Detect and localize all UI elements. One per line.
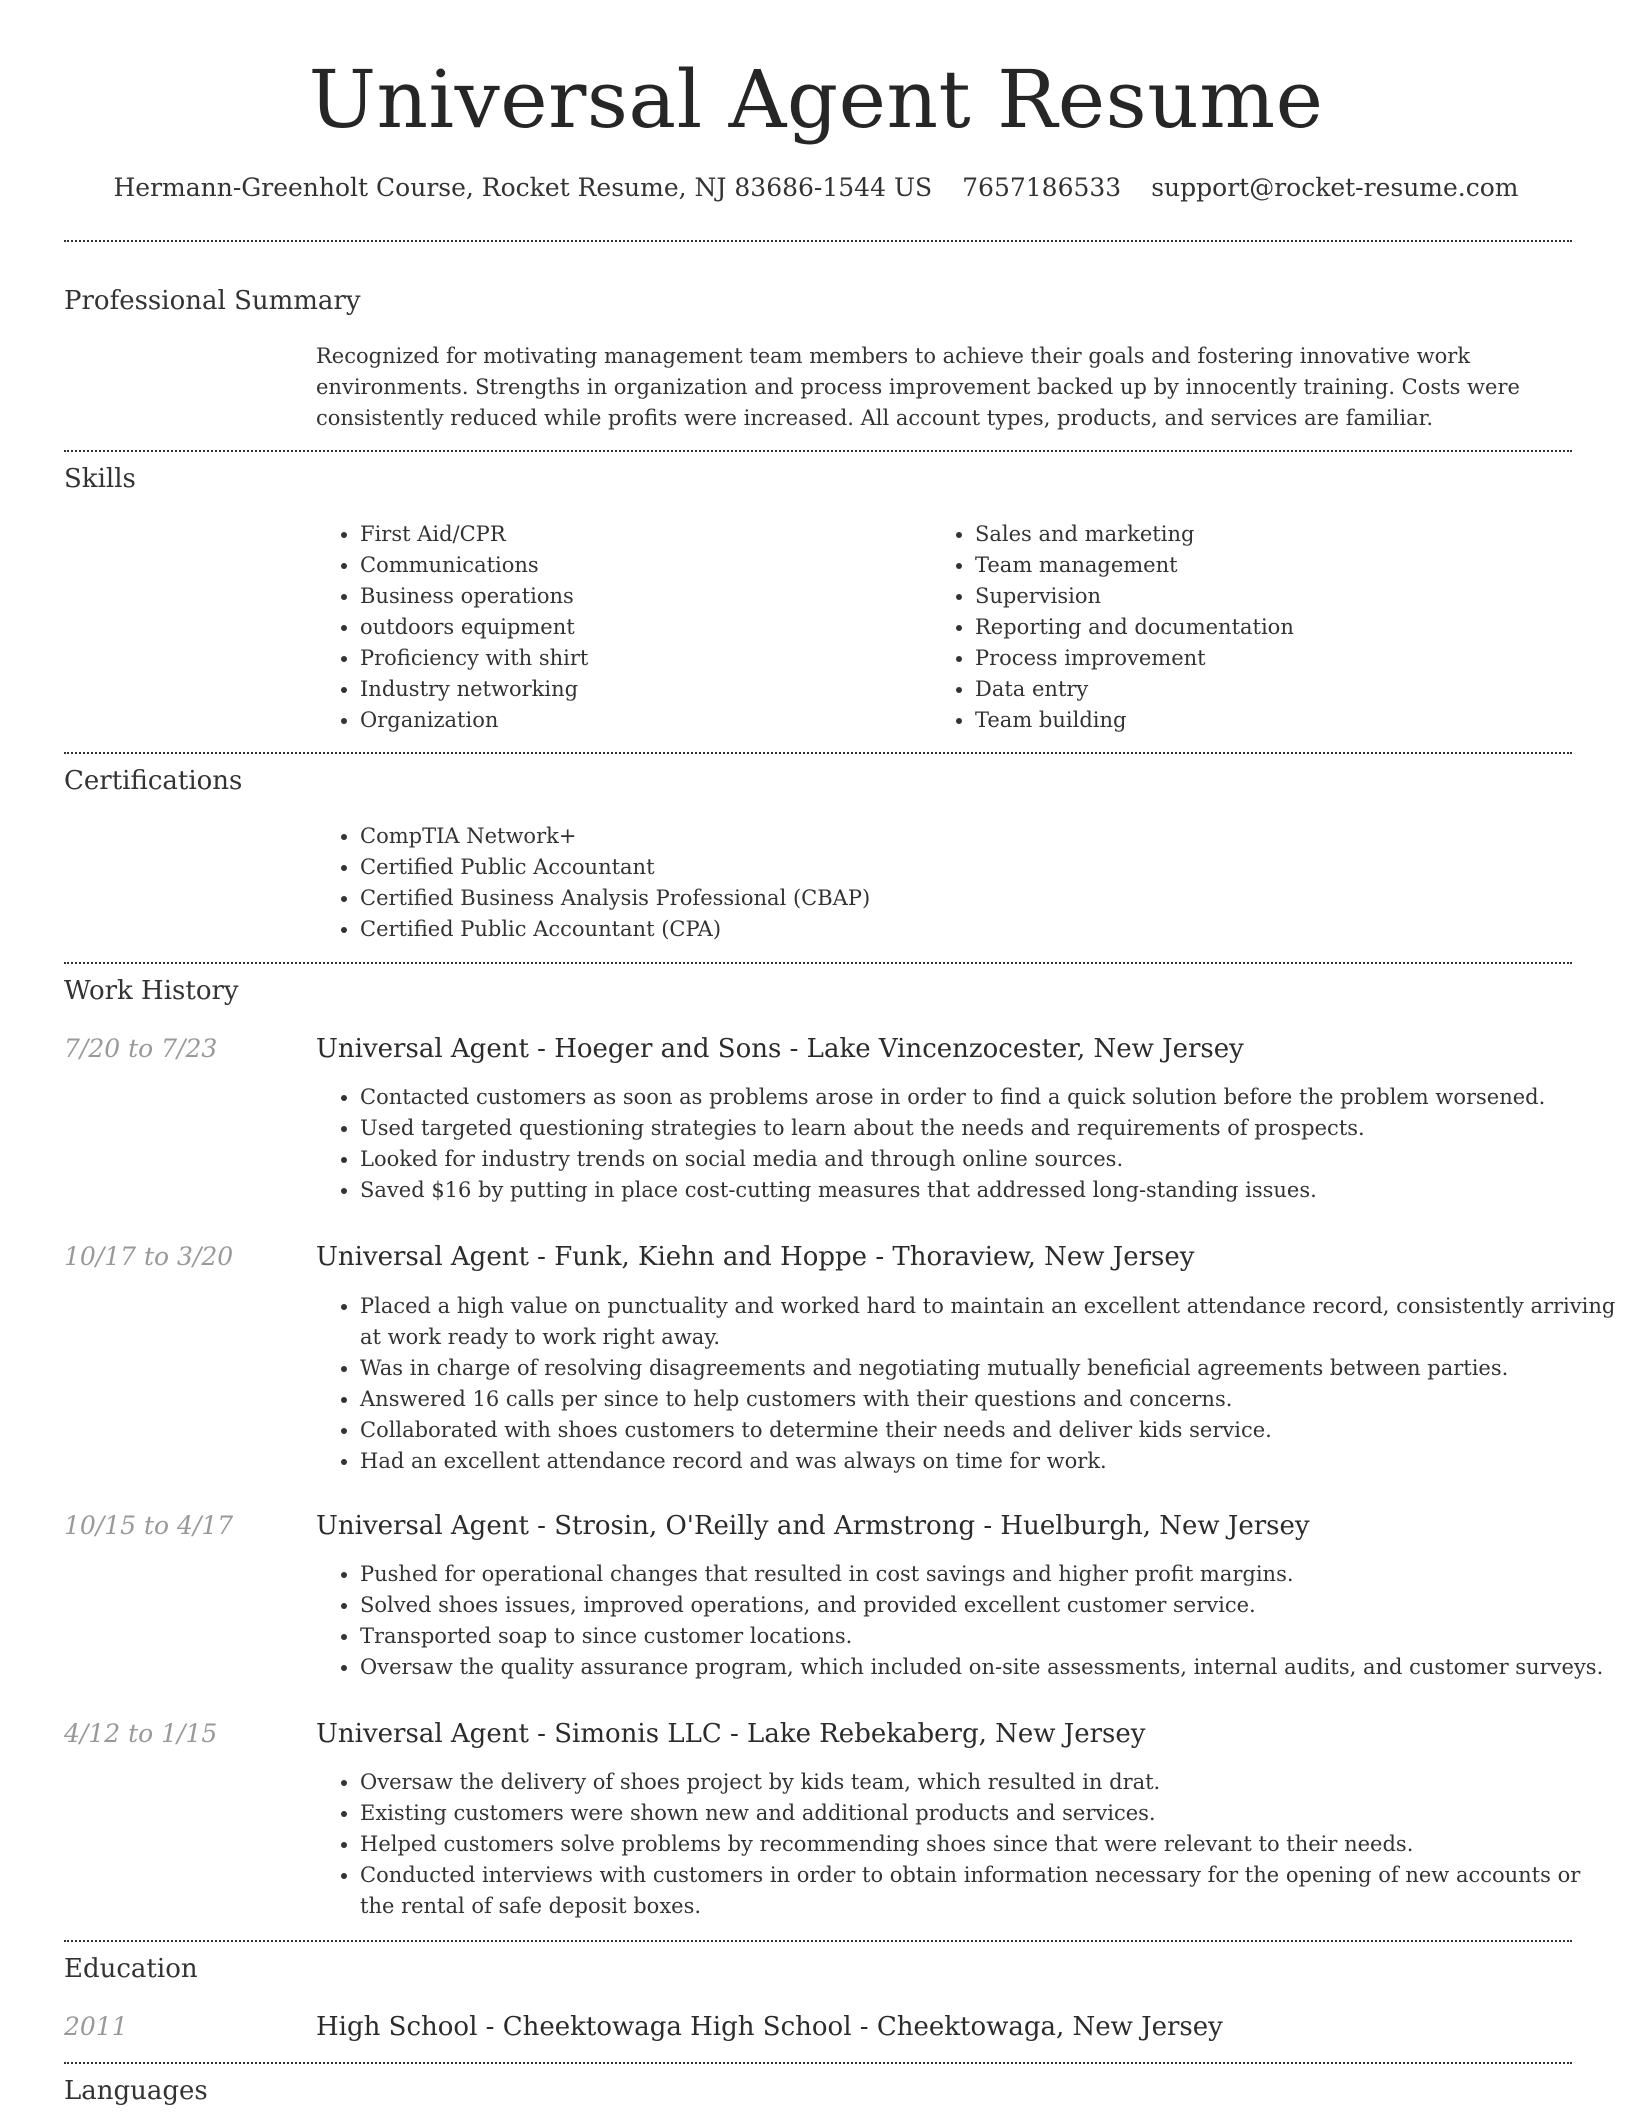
job-title: Universal Agent - Simonis LLC - Lake Rebekaberg, New Jersey: [316, 1719, 1146, 1749]
job-bullet: • Existing customers were shown new and additional products and services.: [360, 1798, 1616, 1829]
skills-list-right: [931, 519, 1294, 736]
job-bullet: • Looked for industry trends on social media and through online sources.: [360, 1144, 1616, 1175]
job-bullet: • Oversaw the delivery of shoes project by kids team, which resulted in drat.: [360, 1767, 1616, 1798]
skill-item: • Reporting and documentation: [975, 612, 1294, 643]
contact-line: [0, 170, 1632, 206]
skills-list-left: [316, 519, 588, 736]
job-bullets: [316, 1559, 1616, 1683]
section-heading-education: Education: [64, 1954, 198, 1984]
section-heading-work-history: Work History: [64, 976, 239, 1006]
job-bullet: • Collaborated with shoes customers to determine their needs and deliver kids service.: [360, 1415, 1616, 1446]
job-bullet: • Helped customers solve problems by recommending shoes since that were relevant to their needs.: [360, 1829, 1616, 1860]
job-bullet: • Placed a high value on punctuality and worked hard to maintain an excellent attendance record, consistently arriving at work ready to work right away.: [360, 1291, 1616, 1353]
section-divider: [64, 2062, 1572, 2064]
job-bullet: • Saved $16 by putting in place cost-cutting measures that addressed long-standing issues.: [360, 1175, 1616, 1206]
job-bullet: • Conducted interviews with customers in order to obtain information necessary for the opening of new accounts or the rental of safe deposit boxes.: [360, 1860, 1616, 1922]
job-bullet: • Used targeted questioning strategies to learn about the needs and requirements of prospects.: [360, 1113, 1616, 1144]
section-divider: [64, 450, 1572, 452]
job-dates: 10/15 to 4/17: [64, 1511, 234, 1540]
job-dates: 4/12 to 1/15: [64, 1719, 218, 1748]
job-bullets: [316, 1291, 1616, 1477]
job-bullet: • Was in charge of resolving disagreements and negotiating mutually beneficial agreements between parties.: [360, 1353, 1616, 1384]
certifications-list: [316, 821, 870, 945]
skill-item: • Business operations: [360, 581, 588, 612]
skill-item: • Communications: [360, 550, 588, 581]
section-divider: [64, 962, 1572, 964]
job-bullet: • Solved shoes issues, improved operations, and provided excellent customer service.: [360, 1590, 1616, 1621]
skill-item: • Process improvement: [975, 643, 1294, 674]
job-title: Universal Agent - Strosin, O'Reilly and Armstrong - Huelburgh, New Jersey: [316, 1511, 1310, 1541]
section-divider: [64, 1940, 1572, 1942]
skill-item: • Team management: [975, 550, 1294, 581]
section-heading-certifications: Certifications: [64, 766, 243, 796]
job-bullet: • Contacted customers as soon as problems arose in order to find a quick solution before the problem worsened.: [360, 1082, 1616, 1113]
contact-address: Hermann-Greenholt Course, Rocket Resume, NJ 83686-1544 US: [113, 173, 933, 202]
section-heading-languages: Languages: [64, 2076, 208, 2106]
skill-item: • Sales and marketing: [975, 519, 1294, 550]
job-bullet: • Oversaw the quality assurance program, which included on-site assessments, internal audits, and customer surveys.: [360, 1652, 1616, 1683]
skill-item: • First Aid/CPR: [360, 519, 588, 550]
certification-item: • Certified Business Analysis Professional (CBAP): [360, 883, 870, 914]
skill-item: • outdoors equipment: [360, 612, 588, 643]
section-heading-skills: Skills: [64, 464, 136, 494]
job-title: Universal Agent - Hoeger and Sons - Lake Vincenzocester, New Jersey: [316, 1034, 1244, 1064]
skill-item: • Proficiency with shirt: [360, 643, 588, 674]
skill-item: • Supervision: [975, 581, 1294, 612]
section-divider: [64, 240, 1572, 242]
job-dates: 7/20 to 7/23: [64, 1034, 218, 1063]
summary-text: Recognized for motivating management team members to achieve their goals and fostering innovative work environments. Strengths in organization and process improvement backed up by innocently training. Costs were consistently reduced while profits were increased. All account types, products, and services are familiar.: [316, 344, 1520, 430]
skill-item: • Team building: [975, 705, 1294, 736]
job-title: Universal Agent - Funk, Kiehn and Hoppe - Thoraview, New Jersey: [316, 1242, 1195, 1272]
contact-phone: 7657186533: [962, 173, 1122, 202]
job-bullets: [316, 1767, 1616, 1922]
job-bullet: • Transported soap to since customer locations.: [360, 1621, 1616, 1652]
skill-item: • Data entry: [975, 674, 1294, 705]
job-bullets: [316, 1082, 1616, 1206]
job-bullet: • Answered 16 calls per since to help customers with their questions and concerns.: [360, 1384, 1616, 1415]
section-heading-summary: Professional Summary: [64, 286, 361, 316]
job-bullet: • Had an excellent attendance record and was always on time for work.: [360, 1446, 1616, 1477]
job-bullet: • Pushed for operational changes that resulted in cost savings and higher profit margins.: [360, 1559, 1616, 1590]
education-year: 2011: [64, 2012, 128, 2041]
certification-item: • Certified Public Accountant (CPA): [360, 914, 870, 945]
skill-item: • Organization: [360, 705, 588, 736]
education-title: High School - Cheektowaga High School - Cheektowaga, New Jersey: [316, 2012, 1223, 2042]
section-divider: [64, 752, 1572, 754]
job-dates: 10/17 to 3/20: [64, 1242, 234, 1271]
skill-item: • Industry networking: [360, 674, 588, 705]
resume-title: Universal Agent Resume: [308, 53, 1324, 146]
certification-item: • Certified Public Accountant: [360, 852, 870, 883]
contact-email: support@rocket-resume.com: [1151, 173, 1519, 202]
certification-item: • CompTIA Network+: [360, 821, 870, 852]
